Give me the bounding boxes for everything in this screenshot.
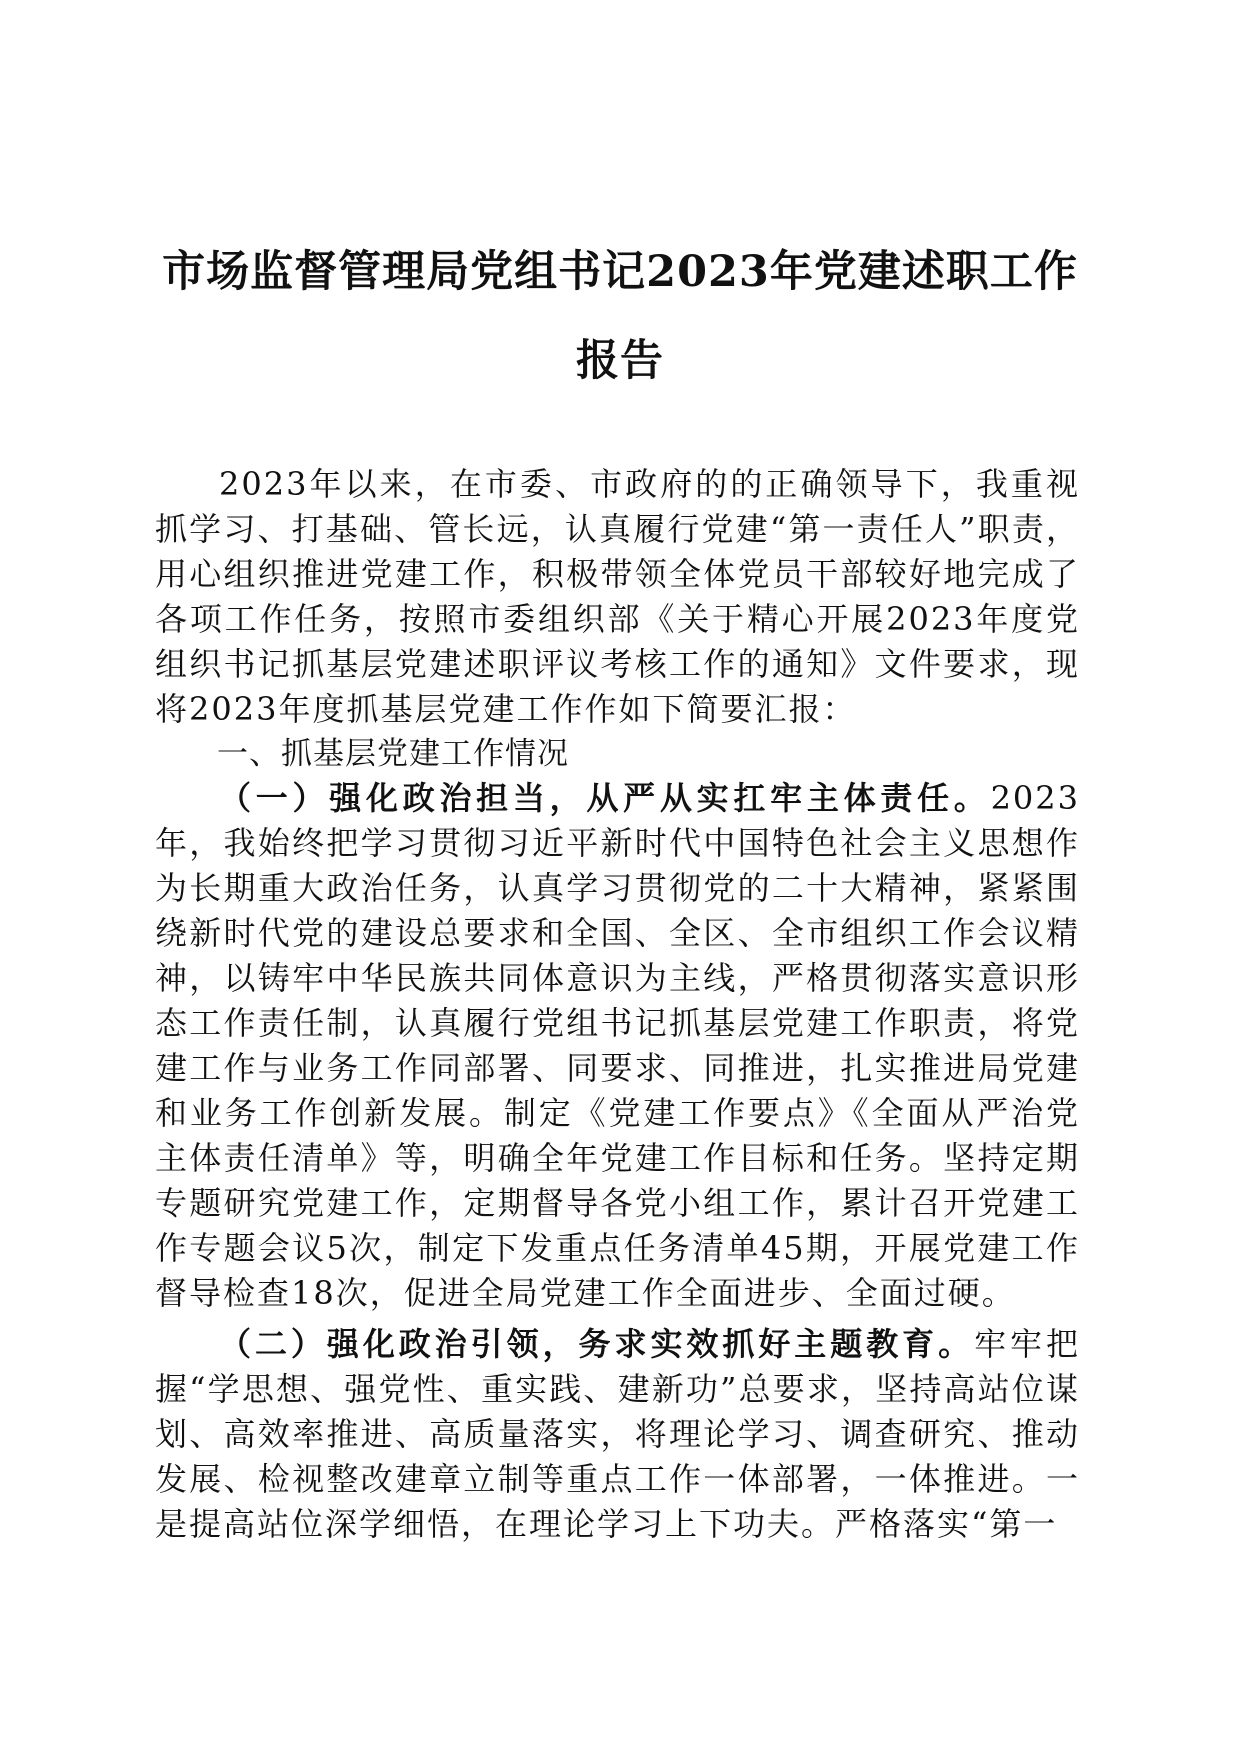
document-body — [155, 462, 1080, 1547]
subsection-lead-2: （二）强化政治引领，务求实效抓好主题教育。 — [219, 1325, 975, 1363]
document-title: 市场监督管理局党组书记2023年党建述职工作报告 — [162, 247, 1078, 386]
subsection-paragraph-1 — [155, 776, 1080, 1316]
subsection-lead-1: （一）强化政治担当，从严从实扛牢主体责任。 — [219, 779, 991, 817]
section-heading-1: 一、抓基层党建工作情况 — [217, 736, 569, 772]
subsection-paragraph-2 — [155, 1322, 1080, 1547]
subsection-body-1: 2023年，我始终把学习贯彻习近平新时代中国特色社会主义思想作为长期重大政治任务，认真学习贯彻党的二十大精神，紧紧围绕新时代党的建设总要求和全国、全区、全市组织工作会议精神，以铸牢中华民族共同体意识为主线，严格贯彻落实意识形态工作责任制，认真履行党组书记抓基层党建工作职责，将党建工作与业务工作同部署、同要求、同推进，扎实推进局党建和业务工作创新发展。制定《党建工作要点》《全面从严治党主体责任清单》等，明确全年党建工作目标和任务。坚持定期专题研究党建工作，定期督导各党小组工作，累计召开党建工作专题会议5次，制定下发重点任务清单45期，开展党建工作督导检查18次，促进全局党建工作全面进步、全面过硬。 — [155, 779, 1080, 1312]
subsection-body-2: 牢牢把握“学思想、强党性、重实践、建新功”总要求，坚持高站位谋划、高效率推进、高质量落实，将理论学习、调查研究、推动发展、检视整改建章立制等重点工作一体部署，一体推进。一是提高站位深学细悟，在理论学习上下功夫。严格落实“第一 — [155, 1325, 1080, 1543]
intro-paragraph: 2023年以来，在市委、市政府的的正确领导下，我重视抓学习、打基础、管长远，认真履行党建“第一责任人”职责，用心组织推进党建工作，积极带领全体党员干部较好地完成了各项工作任务，按照市委组织部《关于精心开展2023年度党组织书记抓基层党建述职评议考核工作的通知》文件要求，现将2023年度抓基层党建工作作如下简要汇报： — [155, 465, 1080, 728]
